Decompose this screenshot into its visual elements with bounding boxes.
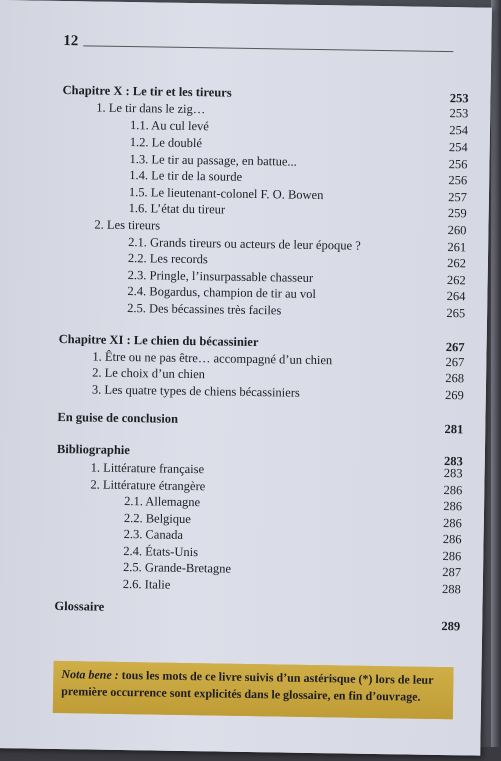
toc-entry-page: 267 (445, 340, 465, 355)
toc-entry-title: 2.1. Allemagne (124, 494, 201, 510)
toc-entry-page: 264 (446, 289, 466, 304)
toc-entry (0, 348, 465, 370)
toc-entry (0, 150, 468, 172)
toc-entry-page: 253 (449, 91, 469, 106)
toc-entry-title: 2.3. Canada (123, 527, 184, 542)
toc-entry-title: 2.2. Les records (127, 251, 208, 267)
toc-entry-page: 268 (445, 371, 465, 386)
toc-section-heading (0, 82, 469, 106)
toc-entry-title: 2.3. Pringle, l’insurpassable chasseur (127, 268, 314, 285)
toc-entry-page: 286 (442, 532, 462, 547)
toc-entry-page: 257 (448, 190, 468, 205)
toc-section-heading (0, 598, 461, 634)
toc-entry-page: 262 (447, 256, 467, 271)
toc-entry-title: 3. Les quatre types de chiens bécassiniers (91, 382, 300, 400)
nota-bene-box (53, 661, 454, 719)
toc-entry-title: 1. Le tir dans le zig… (96, 100, 206, 117)
toc-section-heading (0, 331, 465, 355)
toc-entry-page: 286 (443, 499, 463, 514)
toc-entry (0, 575, 461, 597)
toc-entry-title: 2.6. Italie (122, 577, 171, 592)
toc-entry-page: 256 (448, 157, 468, 172)
toc-entry-title: Chapitre X : Le tir et les tireurs (62, 82, 232, 100)
toc-entry-title: En guise de conclusion (57, 409, 179, 426)
toc-entry-title: Bibliographie (56, 441, 130, 458)
toc-entry (0, 133, 468, 155)
toc-entry-title: 1.2. Le doublé (129, 135, 203, 151)
toc-entry-title: 1.6. L’état du tireur (128, 201, 226, 217)
toc-entry-title: 2.5. Des bécassines très faciles (127, 301, 282, 318)
toc-entry-page: 286 (443, 483, 463, 498)
toc-entry-title: 2. Le choix d’un chien (92, 365, 206, 382)
toc-entry (0, 233, 467, 255)
toc-entry-title: 2. Littérature étrangère (90, 477, 206, 494)
toc-entry (0, 459, 463, 481)
toc-entry-page: 286 (442, 516, 462, 531)
toc-entry-page: 288 (441, 582, 461, 597)
toc-entry (0, 183, 468, 205)
toc-entry-page: 256 (448, 173, 468, 188)
header-rule (83, 45, 453, 52)
toc-entry-page: 269 (444, 388, 464, 403)
toc-entry-title: 2. Les tireurs (94, 217, 161, 233)
toc-entry-title: 1.4. Le tir de la sourde (129, 168, 243, 184)
toc-entry-page: 286 (442, 549, 462, 564)
toc-entry-page: 254 (449, 123, 469, 138)
toc-entry-title: Glossaire (54, 598, 105, 614)
toc-entry-title: 2.4. Bogardus, champion de tir au vol (127, 284, 317, 301)
toc-entry-title: 1.3. Le tir au passage, en battue... (129, 152, 297, 169)
toc-entry-page: 287 (442, 565, 462, 580)
toc-entry-title: 2.2. Belgique (123, 511, 191, 527)
toc-entry-page: 265 (446, 306, 466, 321)
page-number: 12 (63, 33, 79, 50)
toc-entry-page: 260 (447, 223, 467, 238)
nota-bene-text: tous les mots de ce livre suivis d’un astérisque (*) lors de leur première occurrence sont explicités dans le glossaire, en fin d’ouvrage. (61, 667, 434, 704)
toc-entry (0, 492, 463, 514)
toc-entry-page: 283 (443, 454, 463, 469)
toc-entry (0, 381, 464, 403)
book-spine-edge (491, 0, 501, 761)
toc-entry-title: 2.4. États-Unis (123, 544, 199, 560)
toc-entry-page: 283 (443, 466, 463, 481)
toc-entry-title: 1.1. Au cul levé (129, 118, 209, 134)
toc-entry (0, 299, 466, 321)
toc-entry (0, 99, 469, 121)
toc-entry-page: 267 (445, 355, 465, 370)
toc-entry-page: 262 (446, 273, 466, 288)
toc-entry-page: 259 (447, 206, 467, 221)
toc-entry (0, 266, 466, 288)
toc-entry (0, 509, 462, 531)
toc-entry-page: 281 (444, 422, 464, 437)
toc-entry (0, 525, 462, 547)
toc-entry-page: 289 (441, 619, 461, 634)
toc-entry-title: 1. Être ou ne pas être… accompagné d’un chien (92, 349, 333, 368)
toc-entry (0, 476, 463, 498)
toc-entry-title: 1.5. Le lieutenant-colonel F. O. Bowen (128, 185, 324, 203)
toc-entry-title: 2.1. Grands tireurs ou acteurs de leur époque ? (128, 235, 361, 253)
toc-entry-page: 253 (449, 106, 469, 121)
toc-entry-title: Chapitre XI : Le chien du bécassinier (58, 331, 259, 350)
toc-entry (0, 216, 467, 238)
toc-entry-title: 1. Littérature française (90, 460, 205, 477)
nota-bene-label: Nota bene : (61, 667, 119, 682)
toc-entry (0, 116, 469, 138)
toc-section-heading (0, 409, 464, 437)
toc-entry-page: 261 (447, 240, 467, 255)
toc-entry-page: 254 (448, 140, 468, 155)
toc-entry (0, 558, 462, 580)
toc-entry-title: 2.5. Grande-Bretagne (122, 560, 232, 576)
toc-entry (0, 542, 462, 564)
